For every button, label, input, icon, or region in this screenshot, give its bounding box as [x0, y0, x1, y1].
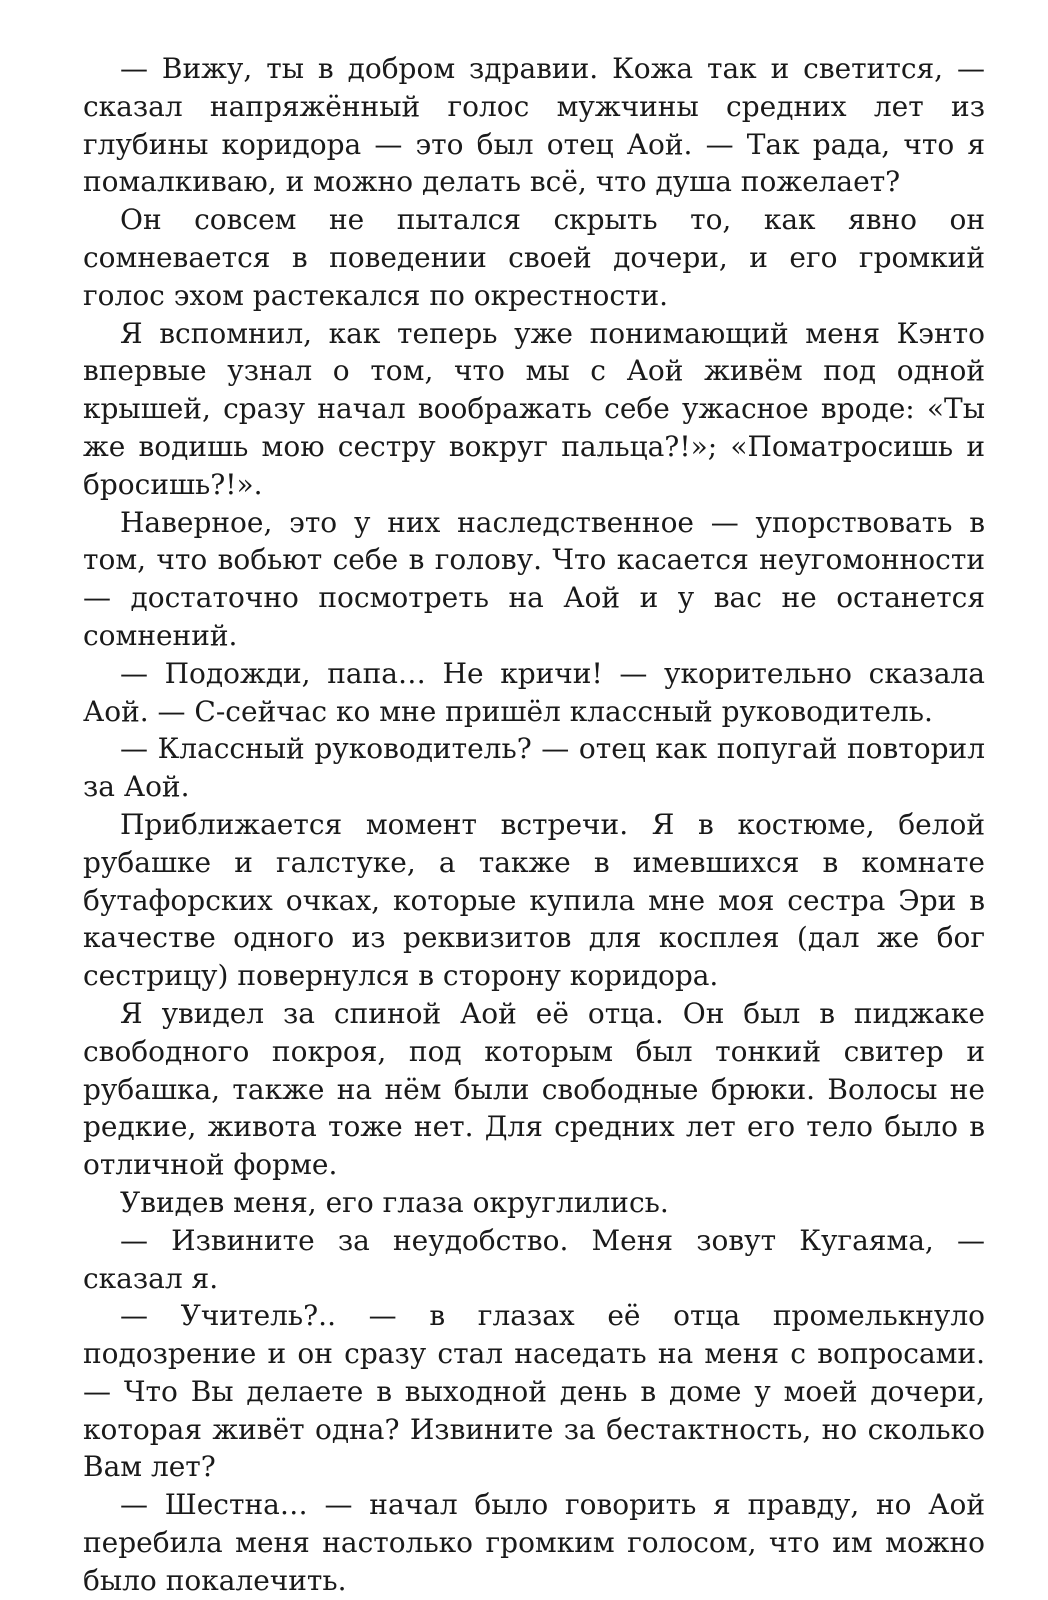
paragraph: — Учитель?.. — в глазах её отца промелькнуло подозрение и он сразу стал наседать на меня с вопросами. — Что Вы делаете в выходной день в доме у моей дочери, которая живёт одна? Извините за бестактность, но сколько Вам лет? — [83, 1299, 985, 1484]
paragraph: — Шестна… — начал было говорить я правду, но Аой перебила меня настолько громким голосом, что им можно было покалечить. — [83, 1488, 985, 1597]
book-page — [83, 50, 985, 1600]
paragraph: Он совсем не пытался скрыть то, как явно он сомневается в поведении своей дочери, и его громкий голос эхом растекался по окрестности. — [83, 203, 985, 312]
paragraph: Приближается момент встречи. Я в костюме, белой рубашке и галстуке, а также в имевшихся в комнате бутафорских очках, которые купила мне моя сестра Эри в качестве одного из реквизитов для косплея (дал же бог сестрицу) повернулся в сторону коридора. — [83, 807, 985, 993]
paragraph: — Вижу, ты в добром здравии. Кожа так и светится, — сказал напряжённый голос мужчины средних лет из глубины коридора — это был отец Аой. — Так рада, что я помалкиваю, и можно делать всё, что душа пожелает? — [83, 52, 985, 199]
paragraph: — Извините за неудобство. Меня зовут Кугаяма, — сказал я. — [83, 1223, 985, 1295]
paragraph: Я вспомнил, как теперь уже понимающий меня Кэнто впервые узнал о том, что мы с Аой живём под одной крышей, сразу начал воображать себе ужасное вроде: «Ты же водишь мою сестру вокруг пальца?!»; «Поматросишь и бросишь?!». — [83, 316, 985, 501]
paragraph: Наверное, это у них наследственное — упорствовать в том, что вобьют себе в голову. Что касается неугомонности — достаточно посмотреть на Аой и у вас не останется сомнений. — [83, 505, 985, 652]
paragraph: — Подожди, папа… Не кричи! — укорительно сказала Аой. — С-сейчас ко мне пришёл классный руководитель. — [83, 656, 985, 728]
paragraph: Я увидел за спиной Аой её отца. Он был в пиджаке свободного покроя, под которым был тонкий свитер и рубашка, также на нём были свободные брюки. Волосы не редкие, живота тоже нет. Для средних лет его тело было в отличной форме. — [83, 996, 985, 1182]
paragraph: — Классный руководитель? — отец как попугай повторил за Аой. — [83, 732, 985, 804]
paragraph: Увидев меня, его глаза округлились. — [120, 1185, 669, 1219]
